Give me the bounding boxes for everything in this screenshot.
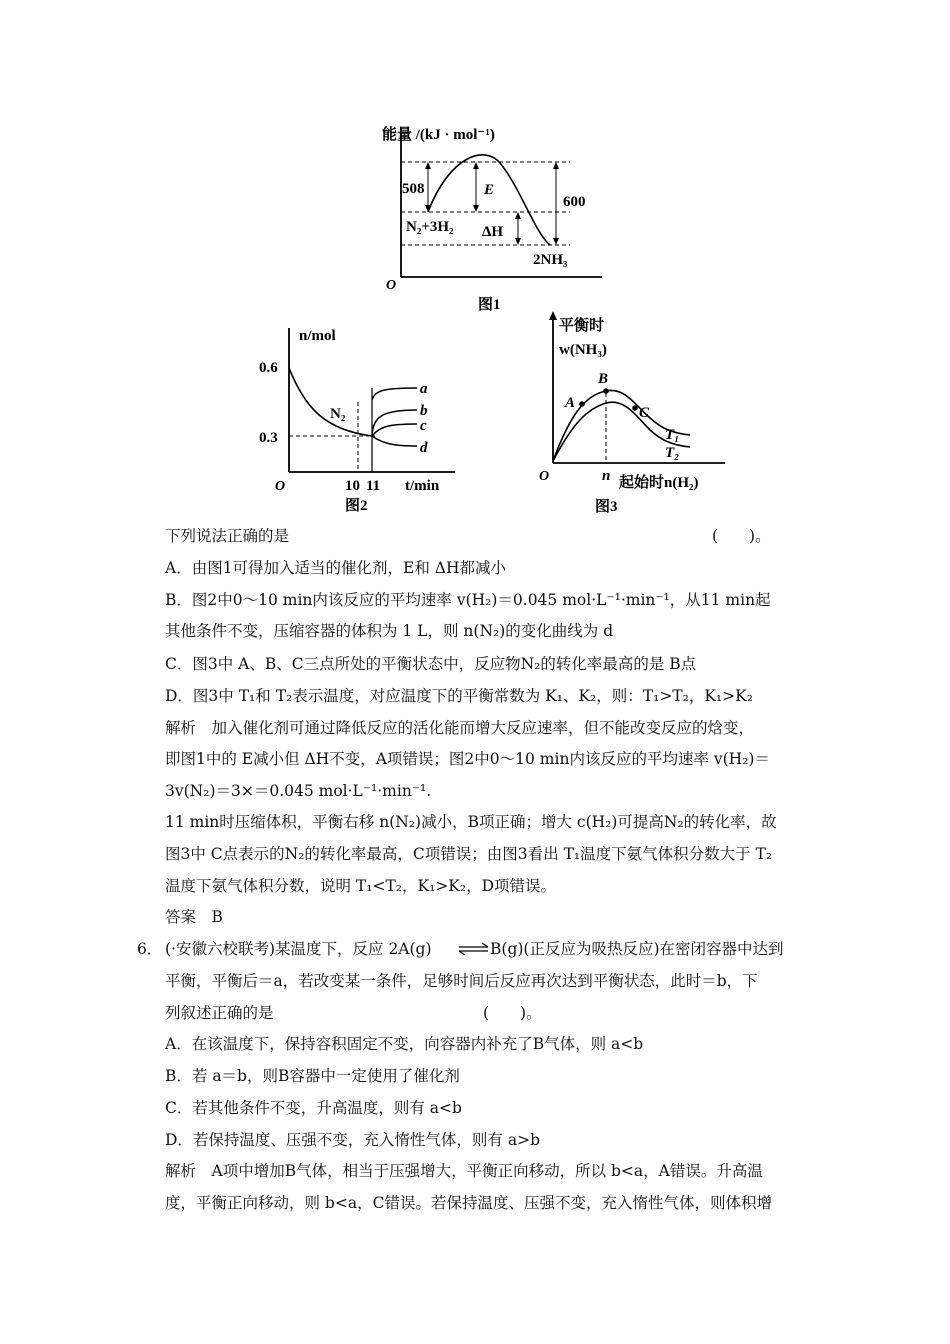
analysis-line-2: 即图1中的 E减小但 ΔH不变，A项错误；图2中0～10 min内该反应的平均速率 v(H₂)＝ bbox=[165, 750, 770, 768]
question-6-line-1a: (·安徽六校联考)某温度下，反应 2A(g) bbox=[165, 940, 432, 958]
fig1-caption: 图1 bbox=[478, 297, 501, 313]
fig2-caption: 图2 bbox=[345, 498, 368, 514]
fig3-x-tick-n: n bbox=[602, 468, 611, 484]
fig3-y-axis-label-1: 平衡时 bbox=[559, 318, 605, 334]
figure-1-energy-diagram bbox=[370, 115, 610, 320]
option-b-line-2: 其他条件不变，压缩容器的体积为 1 L，则 n(N₂)的变化曲线为 d bbox=[165, 622, 614, 640]
figure-2-amount-time bbox=[255, 318, 465, 518]
figure-3-equilibrium-fraction bbox=[525, 305, 740, 520]
answer-parentheses: ( )。 bbox=[712, 527, 771, 545]
fig3-origin: O bbox=[539, 469, 550, 484]
fig2-x-axis-label: t/min bbox=[405, 478, 440, 494]
question-6-analysis-1: 解析 A项中增加B气体，相当于压强增大，平衡正向移动，所以 b<a，A错误。升高温 bbox=[165, 1162, 763, 1180]
fig3-point-C: C bbox=[639, 405, 650, 421]
question-6-option-d: D．若保持温度、压强不变，充入惰性气体，则有 a>b bbox=[165, 1131, 541, 1149]
fig1-label-E: E bbox=[484, 182, 495, 198]
fig2-x-tick-11: 11 bbox=[366, 478, 381, 494]
fig3-label-T2: T₂ bbox=[665, 445, 680, 461]
fig2-label-b: b bbox=[420, 403, 428, 419]
question-6-option-c: C．若其他条件不变，升高温度，则有 a<b bbox=[165, 1099, 462, 1117]
analysis-line-5: 图3中 C点表示的N₂的转化率最高，C项错误；由图3看出 T₁温度下氨气体积分数大于 T₂ bbox=[165, 845, 773, 863]
option-b-line-1: B．图2中0～10 min内该反应的平均速率 v(H₂)＝0.045 mol·L⁻¹·min⁻¹，从11 min起 bbox=[165, 591, 771, 609]
question-6-option-a: A．在该温度下，保持容积固定不变，向容器内补充了B气体，则 a<b bbox=[165, 1035, 644, 1053]
fig2-label-c: c bbox=[420, 418, 427, 434]
question-6-number: 6． bbox=[137, 940, 163, 958]
equilibrium-arrow-icon bbox=[458, 940, 490, 958]
fig2-label-d: d bbox=[420, 440, 428, 456]
analysis-line-1: 解析 加入催化剂可通过降低反应的活化能而增大反应速率，但不能改变反应的焓变， bbox=[165, 719, 755, 737]
analysis-line-3: 3v(N₂)＝3×＝0.045 mol·L⁻¹·min⁻¹. bbox=[165, 782, 432, 800]
fig3-x-axis-label: 起始时n(H₂) bbox=[619, 475, 699, 491]
question-6-analysis-2: 度，平衡正向移动，则 b<a，C错误。若保持温度、压强不变，充入惰性气体，则体积增 bbox=[165, 1194, 772, 1212]
fig2-y-tick-0.3: 0.3 bbox=[259, 430, 278, 446]
option-a: A．由图1可得加入适当的催化剂，E和 ΔH都减小 bbox=[165, 559, 507, 577]
fig3-point-B: B bbox=[598, 371, 609, 387]
fig1-origin: O bbox=[386, 278, 397, 293]
fig1-product: 2NH₃ bbox=[533, 252, 568, 268]
fig3-caption: 图3 bbox=[595, 499, 618, 515]
fig1-delta-h: ΔH bbox=[482, 224, 504, 240]
fig1-reactants: N₂+3H₂ bbox=[406, 219, 454, 235]
fig2-x-tick-10: 10 bbox=[345, 478, 360, 494]
fig2-origin: O bbox=[275, 479, 286, 494]
fig2-y-tick-0.6: 0.6 bbox=[259, 360, 278, 376]
fig3-label-T1: T₁ bbox=[665, 427, 680, 443]
analysis-line-4: 11 min时压缩体积，平衡右移 n(N₂)减小，B项正确；增大 c(H₂)可提高N₂的转化率，故 bbox=[165, 813, 777, 831]
analysis-line-6: 温度下氨气体积分数，说明 T₁<T₂，K₁>K₂，D项错误。 bbox=[165, 877, 557, 895]
question-6-option-b: B．若 a＝b，则B容器中一定使用了催化剂 bbox=[165, 1067, 460, 1085]
question-6-line-3: 列叙述正确的是 bbox=[165, 1004, 274, 1022]
fig3-y-axis-label-2: w(NH₃) bbox=[559, 342, 607, 358]
fig1-y-axis-label: 能量 /(kJ · mol⁻¹) bbox=[382, 127, 495, 143]
fig1-label-508: 508 bbox=[402, 181, 425, 197]
question-6-line-2: 平衡，平衡后＝a，若改变某一条件，足够时间后反应再次达到平衡状态，此时＝b，下 bbox=[165, 972, 758, 990]
question-stem: 下列说法正确的是 bbox=[165, 527, 290, 545]
fig2-curve-label-n2: N₂ bbox=[330, 406, 346, 422]
fig3-point-A: A bbox=[565, 395, 576, 411]
question-6-parentheses: ( )。 bbox=[483, 1004, 542, 1022]
fig2-label-a: a bbox=[420, 381, 428, 397]
answer-line: 答案 B bbox=[165, 908, 223, 926]
fig1-label-600: 600 bbox=[563, 194, 586, 210]
option-c: C．图3中 A、B、C三点所处的平衡状态中，反应物N₂的转化率最高的是 B点 bbox=[165, 655, 697, 673]
option-d: D．图3中 T₁和 T₂表示温度，对应温度下的平衡常数为 K₁、K₂，则：T₁>T₂，K₁>K₂ bbox=[165, 687, 753, 705]
question-6-line-1b: B(g)(正反应为吸热反应)在密闭容器中达到 bbox=[490, 940, 784, 958]
fig2-y-axis-label: n/mol bbox=[299, 328, 336, 344]
